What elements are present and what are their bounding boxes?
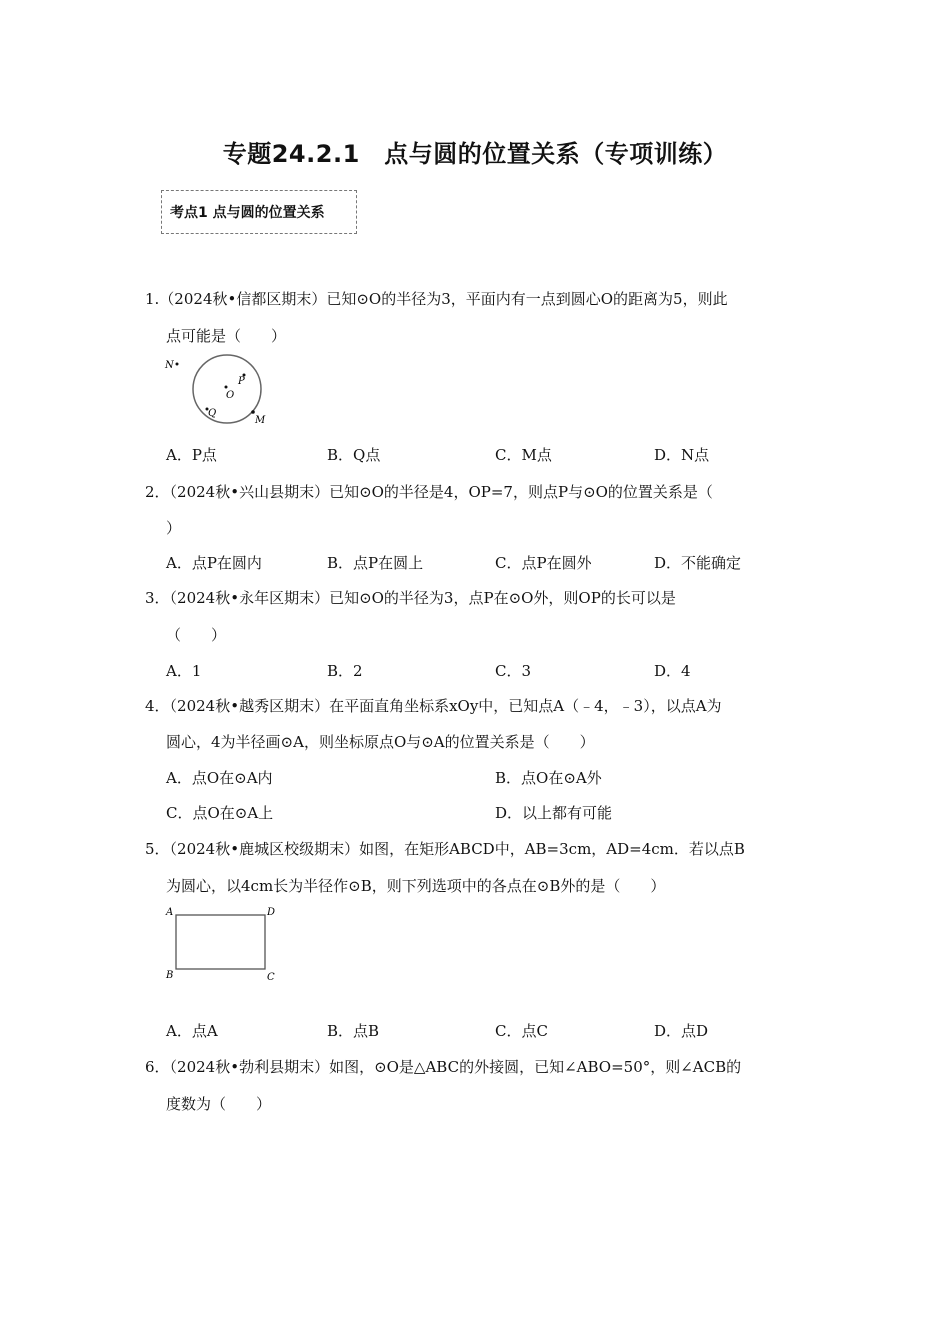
q1-option-c: C．M点 (495, 446, 552, 464)
q1-option-b: B．Q点 (327, 446, 381, 464)
q4-option-c: C．点O在⊙A上 (166, 804, 274, 822)
circle-o (193, 355, 261, 423)
q5-line2: 为圆心，以4cm长为半径作⊙B，则下列选项中的各点在⊙B外的是（ ） (166, 877, 666, 895)
q2-line2: ） (166, 519, 182, 537)
q6-line2: 度数为（ ） (166, 1095, 272, 1113)
q4-line1: 4．（2024秋•越秀区期末）在平面直角坐标系xOy中，已知点A（﹣4，﹣3），以点A为 (145, 697, 722, 715)
q2-line1: 2．（2024秋•兴山县期末）已知⊙O的半径是4，OP=7，则点P与⊙O的位置关系是（ (145, 483, 713, 501)
q3-line2: （ ） (166, 626, 227, 644)
q3-line1: 3．（2024秋•永年区期末）已知⊙O的半径为3，点P在⊙O外，则OP的长可以是 (145, 589, 676, 607)
label-b: B (166, 970, 174, 981)
q5-option-c: C．点C (495, 1022, 548, 1040)
q1-line2: 点可能是（ ） (166, 327, 287, 345)
q3-option-d: D．4 (654, 662, 691, 680)
q3-option-b: B．2 (327, 662, 363, 680)
q2-option-c: C．点P在圆外 (495, 554, 592, 572)
q3-option-a: A．1 (166, 662, 202, 680)
q2-option-b: B．点P在圆上 (327, 554, 424, 572)
q3-option-c: C．3 (495, 662, 532, 680)
point-o (225, 386, 228, 389)
page-title: 专题24.2.1 点与圆的位置关系（专项训练） (222, 140, 728, 168)
label-n: N (165, 360, 174, 371)
q2-option-d: D．不能确定 (654, 554, 742, 572)
q1-circle-figure (160, 350, 280, 430)
q5-rectangle-figure (160, 900, 290, 990)
label-o: O (226, 390, 235, 401)
label-q: Q (208, 408, 217, 419)
section-heading: 考点1 点与圆的位置关系 (161, 190, 357, 234)
q5-option-d: D．点D (654, 1022, 709, 1040)
label-a: A (166, 907, 174, 918)
q5-line1: 5．（2024秋•鹿城区校级期末）如图，在矩形ABCD中，AB=3cm，AD=4cm．若以点B (145, 840, 745, 858)
q4-option-b: B．点O在⊙A外 (495, 769, 602, 787)
q1-option-a: A．P点 (166, 446, 217, 464)
q5-option-a: A．点A (166, 1022, 218, 1040)
point-m (251, 410, 255, 414)
q1-option-d: D．N点 (654, 446, 710, 464)
q5-option-b: B．点B (327, 1022, 380, 1040)
label-c: C (267, 972, 275, 983)
point-n (176, 363, 179, 366)
q4-option-a: A．点O在⊙A内 (166, 769, 273, 787)
q2-option-a: A．点P在圆内 (166, 554, 262, 572)
q6-line1: 6．（2024秋•勃利县期末）如图，⊙O是△ABC的外接圆，已知∠ABO=50°，则∠ACB的 (145, 1058, 742, 1076)
label-m: M (255, 415, 266, 426)
q4-option-d: D．以上都有可能 (495, 804, 613, 822)
label-p: P (238, 376, 245, 387)
rectangle-abcd (176, 915, 265, 969)
q1-line1: 1.（2024秋•信都区期末）已知⊙O的半径为3，平面内有一点到圆心O的距离为5，则此 (145, 290, 728, 308)
label-d: D (267, 907, 276, 918)
q4-line2: 圆心，4为半径画⊙A，则坐标原点O与⊙A的位置关系是（ ） (166, 733, 595, 751)
